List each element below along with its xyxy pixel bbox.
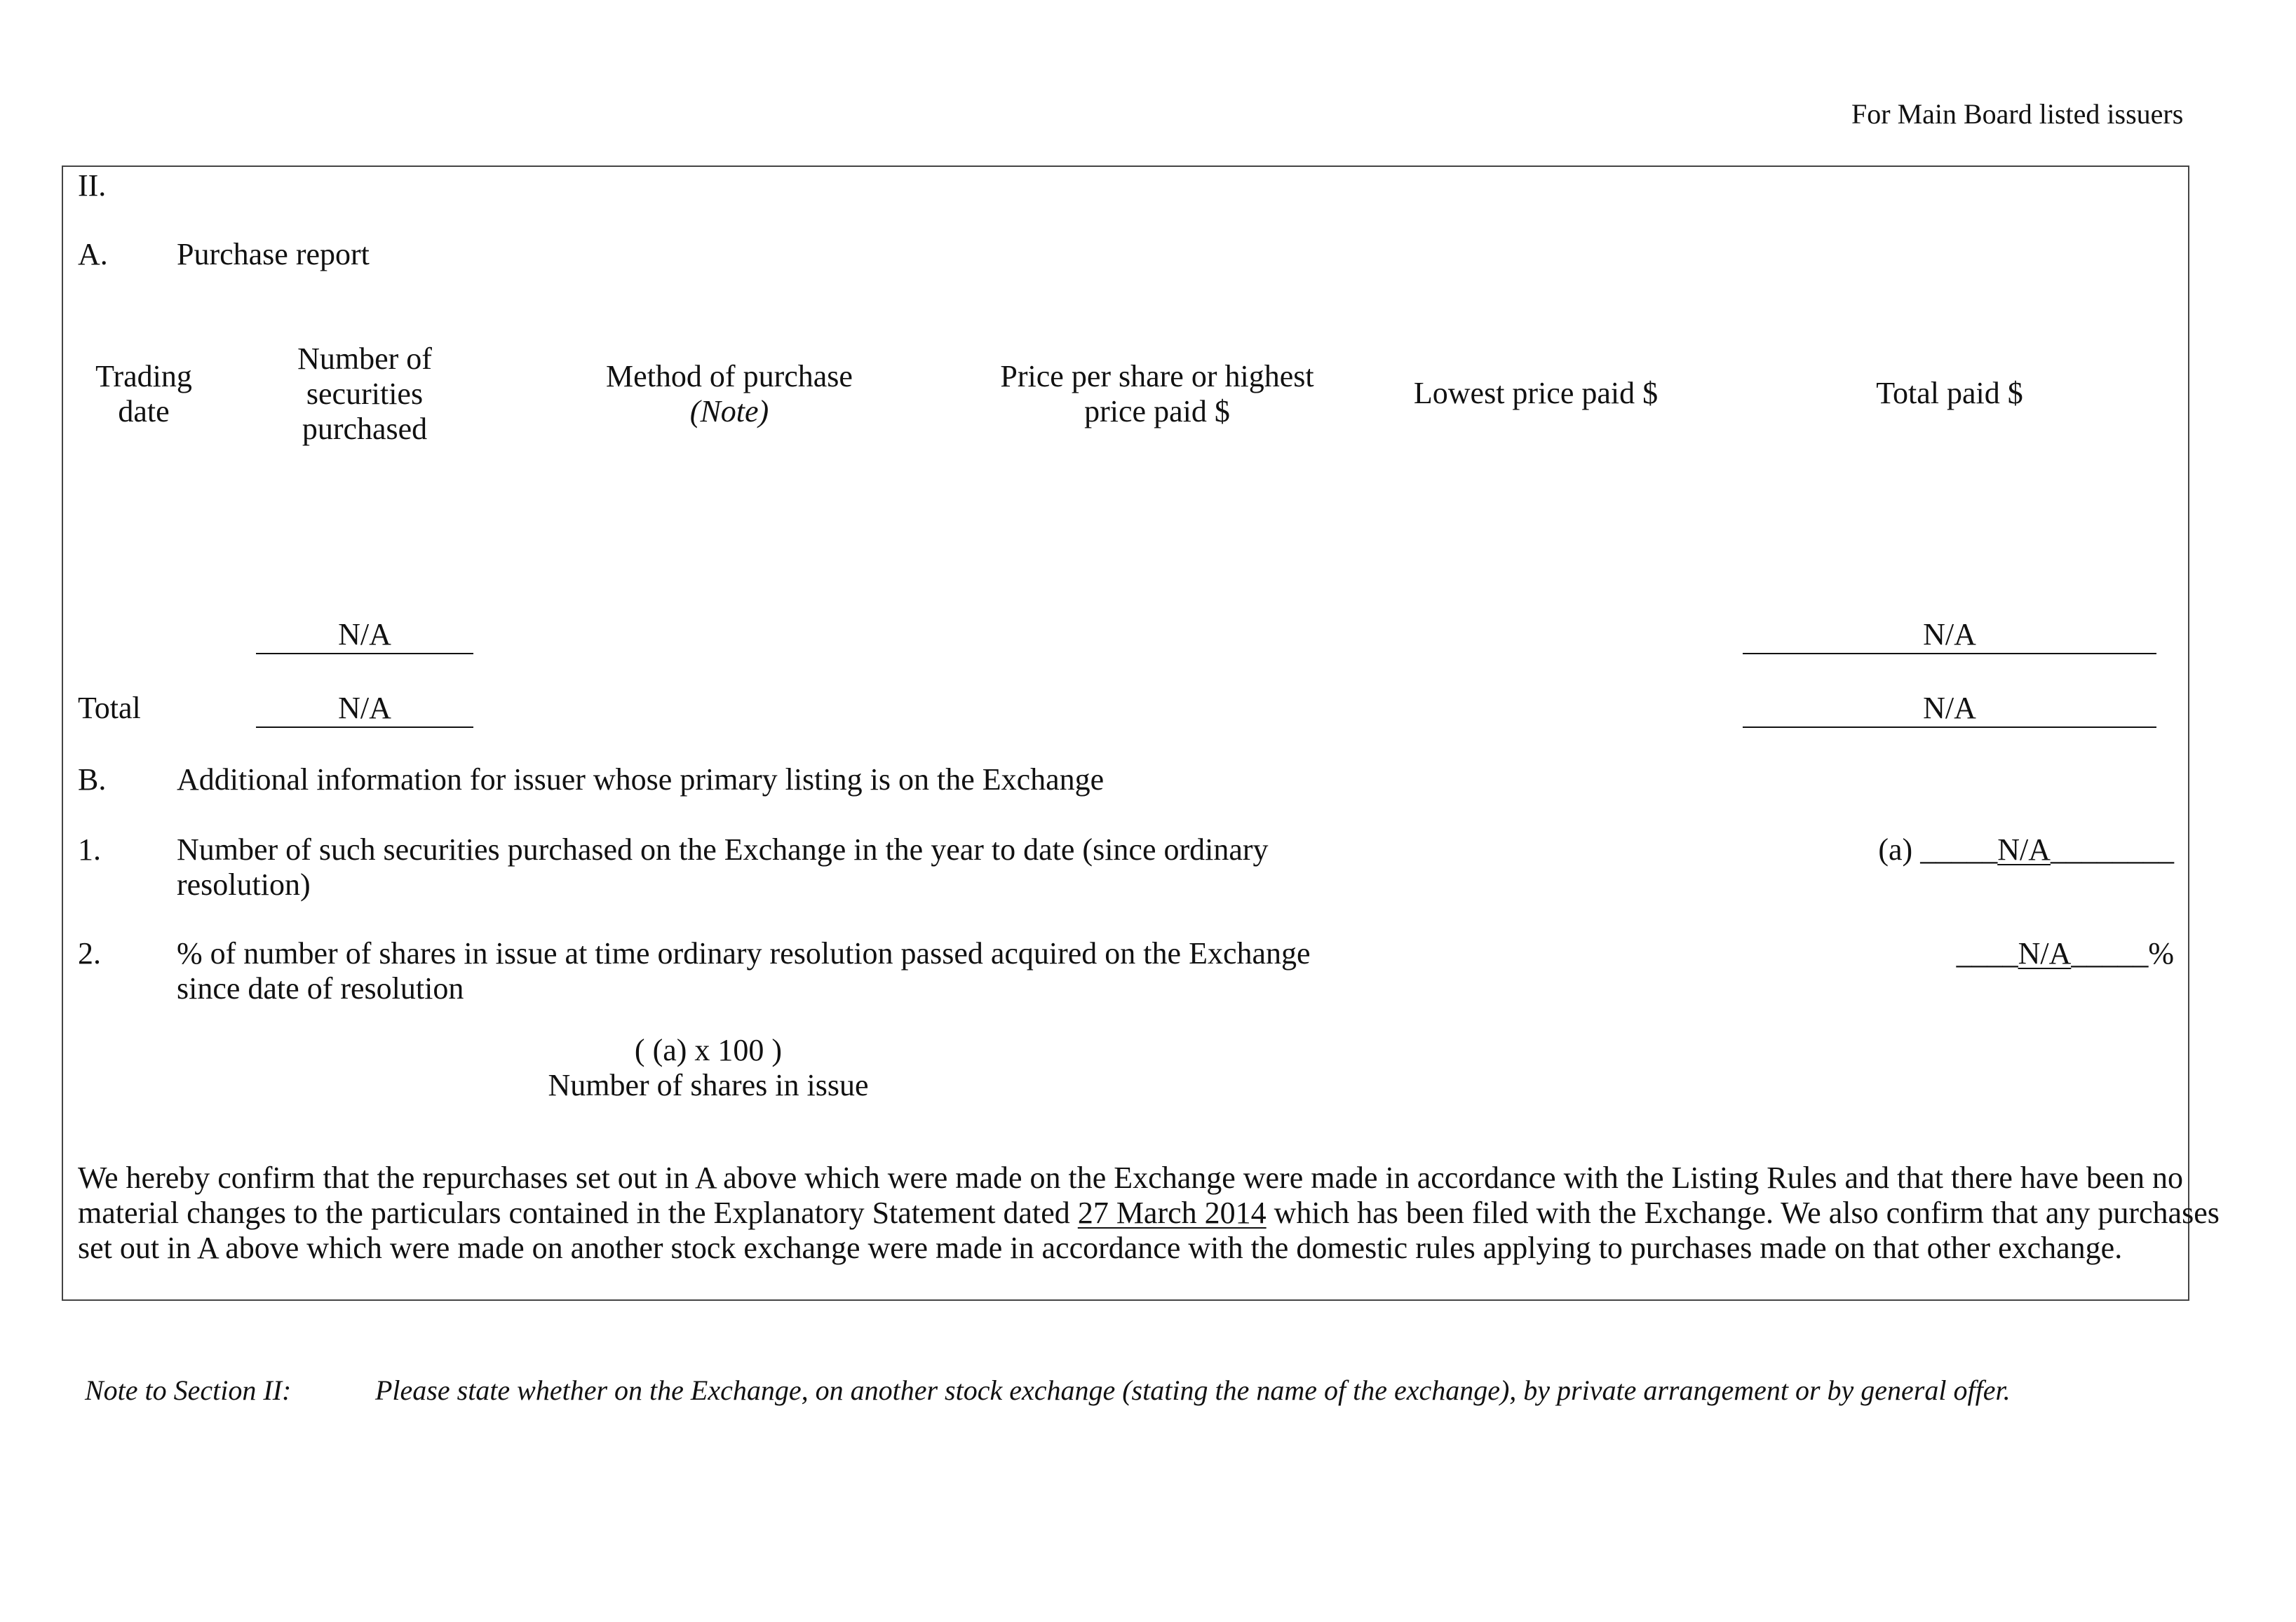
total-number-purchased: N/A <box>338 691 391 725</box>
item2-field: ____N/A_____% <box>1956 936 2174 971</box>
section-frame <box>62 165 2220 1301</box>
row1-total-underline <box>1743 653 2156 654</box>
confirmation-paragraph: We hereby confirm that the repurchases set out in A above which were made on the Exchange were made in accordance with the Listing Rules and that there have been no material changes to the particulars contained in the Explanatory Statement dated 27 March 2014 which has been filed with the Exchange. We also confirm that any purchases set out in A above which were made on another stock exchange were made in accordance with the domestic rules applying to purchases made on that other exchange. <box>78 1161 2220 1265</box>
item1-value: N/A <box>1997 832 2051 867</box>
row1-number-underline <box>256 653 473 654</box>
part-a-letter: A. <box>78 237 108 271</box>
col-header-number-securities: Number of securities purchased <box>297 342 432 446</box>
col-header-method: Method of purchase (Note) <box>606 359 853 428</box>
row1-total-paid: N/A <box>1923 617 1976 651</box>
part-b-letter: B. <box>78 762 107 797</box>
col-header-total-paid: Total paid $ <box>1876 376 2023 410</box>
note-text: Please state whether on the Exchange, on another stock exchange (stating the name of the exchange), by private arrangement or by general offer. <box>375 1374 2011 1406</box>
part-b-title: Additional information for issuer whose primary listing is on the Exchange <box>177 762 1105 797</box>
formula: ( (a) x 100 ) Number of shares in issue <box>548 1033 869 1102</box>
col-header-highest-price: Price per share or highest price paid $ <box>1000 359 1314 428</box>
total-number-underline <box>256 726 473 728</box>
total-total-paid: N/A <box>1923 691 1976 725</box>
item2-number: 2. <box>78 936 101 971</box>
col-header-trading-date: Trading date <box>95 359 192 428</box>
part-a-title: Purchase report <box>177 237 370 271</box>
board-note: For Main Board listed issuers <box>1851 98 2184 130</box>
total-label: Total <box>78 691 141 725</box>
total-total-underline <box>1743 726 2156 728</box>
note-label: Note to Section II: <box>85 1374 292 1406</box>
item1-text: Number of such securities purchased on the Exchange in the year to date (since ordinary resolution) <box>177 832 1269 902</box>
item1-field: (a) _____N/A________ <box>1878 832 2174 867</box>
col-header-lowest-price: Lowest price paid $ <box>1413 376 1659 410</box>
item2-text: % of number of shares in issue at time ordinary resolution passed acquired on the Exchange since date of resolution <box>177 936 1311 1006</box>
section-number: II. <box>78 168 107 203</box>
row1-number-purchased: N/A <box>338 617 391 651</box>
item1-number: 1. <box>78 832 101 867</box>
item2-value: N/A <box>2018 936 2072 971</box>
explanatory-statement-date: 27 March 2014 <box>1077 1196 1267 1230</box>
